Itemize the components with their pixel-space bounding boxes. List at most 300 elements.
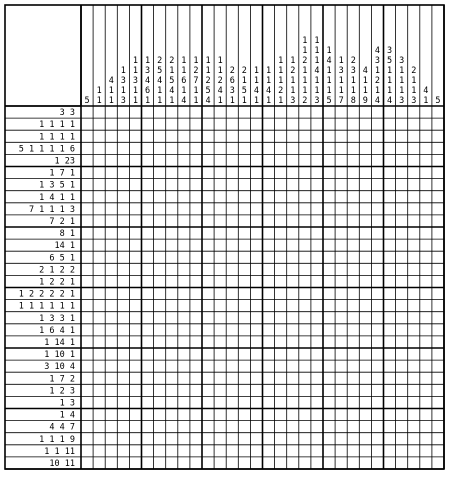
grid-cell[interactable] <box>166 251 178 263</box>
grid-cell[interactable] <box>250 421 262 433</box>
grid-cell[interactable] <box>384 179 396 191</box>
grid-cell[interactable] <box>275 360 287 372</box>
grid-cell[interactable] <box>299 167 311 179</box>
grid-cell[interactable] <box>238 179 250 191</box>
grid-cell[interactable] <box>263 288 275 300</box>
grid-cell[interactable] <box>238 312 250 324</box>
grid-cell[interactable] <box>275 300 287 312</box>
grid-cell[interactable] <box>129 300 141 312</box>
grid-cell[interactable] <box>323 239 335 251</box>
grid-cell[interactable] <box>238 215 250 227</box>
grid-cell[interactable] <box>178 263 190 275</box>
grid-cell[interactable] <box>420 324 432 336</box>
grid-cell[interactable] <box>299 421 311 433</box>
grid-cell[interactable] <box>154 372 166 384</box>
grid-cell[interactable] <box>226 275 238 287</box>
grid-cell[interactable] <box>117 300 129 312</box>
grid-cell[interactable] <box>347 433 359 445</box>
grid-cell[interactable] <box>190 421 202 433</box>
grid-cell[interactable] <box>166 324 178 336</box>
grid-cell[interactable] <box>311 263 323 275</box>
grid-cell[interactable] <box>420 167 432 179</box>
grid-cell[interactable] <box>396 445 408 457</box>
grid-cell[interactable] <box>347 154 359 166</box>
grid-cell[interactable] <box>166 336 178 348</box>
grid-cell[interactable] <box>250 203 262 215</box>
grid-cell[interactable] <box>166 239 178 251</box>
grid-cell[interactable] <box>347 457 359 469</box>
grid-cell[interactable] <box>105 106 117 118</box>
grid-cell[interactable] <box>420 239 432 251</box>
grid-cell[interactable] <box>396 288 408 300</box>
grid-cell[interactable] <box>105 396 117 408</box>
grid-cell[interactable] <box>105 251 117 263</box>
grid-cell[interactable] <box>384 275 396 287</box>
grid-cell[interactable] <box>432 433 444 445</box>
grid-cell[interactable] <box>226 300 238 312</box>
grid-cell[interactable] <box>396 179 408 191</box>
grid-cell[interactable] <box>275 433 287 445</box>
grid-cell[interactable] <box>178 324 190 336</box>
grid-cell[interactable] <box>93 445 105 457</box>
grid-cell[interactable] <box>142 191 154 203</box>
grid-cell[interactable] <box>178 215 190 227</box>
grid-cell[interactable] <box>396 154 408 166</box>
grid-cell[interactable] <box>432 118 444 130</box>
grid-cell[interactable] <box>129 409 141 421</box>
grid-cell[interactable] <box>287 251 299 263</box>
grid-cell[interactable] <box>154 191 166 203</box>
grid-cell[interactable] <box>287 179 299 191</box>
grid-cell[interactable] <box>178 384 190 396</box>
grid-cell[interactable] <box>299 445 311 457</box>
grid-cell[interactable] <box>226 130 238 142</box>
grid-cell[interactable] <box>129 275 141 287</box>
grid-cell[interactable] <box>214 275 226 287</box>
grid-cell[interactable] <box>335 445 347 457</box>
grid-cell[interactable] <box>154 142 166 154</box>
grid-cell[interactable] <box>214 372 226 384</box>
grid-cell[interactable] <box>359 288 371 300</box>
grid-cell[interactable] <box>420 179 432 191</box>
grid-cell[interactable] <box>117 396 129 408</box>
grid-cell[interactable] <box>359 239 371 251</box>
grid-cell[interactable] <box>214 421 226 433</box>
grid-cell[interactable] <box>335 421 347 433</box>
grid-cell[interactable] <box>154 239 166 251</box>
grid-cell[interactable] <box>335 348 347 360</box>
grid-cell[interactable] <box>408 227 420 239</box>
grid-cell[interactable] <box>287 203 299 215</box>
grid-cell[interactable] <box>154 275 166 287</box>
grid-cell[interactable] <box>178 409 190 421</box>
grid-cell[interactable] <box>81 433 93 445</box>
grid-cell[interactable] <box>250 191 262 203</box>
grid-cell[interactable] <box>190 360 202 372</box>
grid-cell[interactable] <box>117 179 129 191</box>
grid-cell[interactable] <box>275 384 287 396</box>
grid-cell[interactable] <box>142 336 154 348</box>
grid-cell[interactable] <box>129 239 141 251</box>
grid-cell[interactable] <box>202 421 214 433</box>
grid-cell[interactable] <box>154 457 166 469</box>
grid-cell[interactable] <box>359 154 371 166</box>
grid-cell[interactable] <box>408 288 420 300</box>
grid-cell[interactable] <box>142 167 154 179</box>
grid-cell[interactable] <box>299 275 311 287</box>
grid-cell[interactable] <box>335 106 347 118</box>
grid-cell[interactable] <box>432 457 444 469</box>
grid-cell[interactable] <box>396 251 408 263</box>
grid-cell[interactable] <box>359 336 371 348</box>
grid-cell[interactable] <box>359 118 371 130</box>
grid-cell[interactable] <box>117 239 129 251</box>
grid-cell[interactable] <box>93 396 105 408</box>
grid-cell[interactable] <box>93 384 105 396</box>
grid-cell[interactable] <box>408 396 420 408</box>
grid-cell[interactable] <box>408 336 420 348</box>
grid-cell[interactable] <box>250 106 262 118</box>
grid-cell[interactable] <box>347 300 359 312</box>
grid-cell[interactable] <box>250 445 262 457</box>
grid-cell[interactable] <box>117 142 129 154</box>
grid-cell[interactable] <box>226 360 238 372</box>
grid-cell[interactable] <box>420 457 432 469</box>
grid-cell[interactable] <box>347 396 359 408</box>
grid-cell[interactable] <box>93 251 105 263</box>
grid-cell[interactable] <box>263 457 275 469</box>
grid-cell[interactable] <box>275 227 287 239</box>
grid-cell[interactable] <box>226 167 238 179</box>
grid-cell[interactable] <box>263 312 275 324</box>
grid-cell[interactable] <box>154 421 166 433</box>
grid-cell[interactable] <box>323 324 335 336</box>
grid-cell[interactable] <box>105 179 117 191</box>
grid-cell[interactable] <box>323 251 335 263</box>
grid-cell[interactable] <box>384 263 396 275</box>
grid-cell[interactable] <box>299 239 311 251</box>
grid-cell[interactable] <box>384 167 396 179</box>
grid-cell[interactable] <box>408 191 420 203</box>
grid-cell[interactable] <box>371 263 383 275</box>
grid-cell[interactable] <box>408 106 420 118</box>
grid-cell[interactable] <box>359 300 371 312</box>
grid-cell[interactable] <box>420 384 432 396</box>
grid-cell[interactable] <box>142 324 154 336</box>
grid-cell[interactable] <box>129 142 141 154</box>
grid-cell[interactable] <box>129 130 141 142</box>
grid-cell[interactable] <box>371 167 383 179</box>
grid-cell[interactable] <box>287 396 299 408</box>
grid-cell[interactable] <box>347 130 359 142</box>
grid-cell[interactable] <box>93 130 105 142</box>
grid-cell[interactable] <box>93 203 105 215</box>
grid-cell[interactable] <box>432 288 444 300</box>
grid-cell[interactable] <box>214 288 226 300</box>
grid-cell[interactable] <box>81 263 93 275</box>
grid-cell[interactable] <box>384 348 396 360</box>
grid-cell[interactable] <box>323 312 335 324</box>
grid-cell[interactable] <box>250 118 262 130</box>
grid-cell[interactable] <box>396 215 408 227</box>
grid-cell[interactable] <box>93 275 105 287</box>
grid-cell[interactable] <box>432 167 444 179</box>
grid-cell[interactable] <box>202 445 214 457</box>
grid-cell[interactable] <box>311 360 323 372</box>
grid-cell[interactable] <box>178 239 190 251</box>
grid-cell[interactable] <box>250 384 262 396</box>
grid-cell[interactable] <box>311 372 323 384</box>
grid-cell[interactable] <box>129 118 141 130</box>
grid-cell[interactable] <box>81 154 93 166</box>
grid-cell[interactable] <box>287 457 299 469</box>
grid-cell[interactable] <box>287 142 299 154</box>
grid-cell[interactable] <box>93 433 105 445</box>
grid-cell[interactable] <box>202 142 214 154</box>
grid-cell[interactable] <box>105 227 117 239</box>
grid-cell[interactable] <box>275 118 287 130</box>
grid-cell[interactable] <box>202 179 214 191</box>
grid-cell[interactable] <box>347 348 359 360</box>
grid-cell[interactable] <box>129 324 141 336</box>
grid-cell[interactable] <box>190 215 202 227</box>
grid-cell[interactable] <box>335 227 347 239</box>
grid-cell[interactable] <box>129 336 141 348</box>
grid-cell[interactable] <box>420 312 432 324</box>
grid-cell[interactable] <box>359 167 371 179</box>
grid-cell[interactable] <box>311 215 323 227</box>
grid-cell[interactable] <box>408 215 420 227</box>
grid-cell[interactable] <box>154 215 166 227</box>
grid-cell[interactable] <box>190 106 202 118</box>
grid-cell[interactable] <box>81 445 93 457</box>
grid-cell[interactable] <box>129 154 141 166</box>
grid-cell[interactable] <box>371 433 383 445</box>
grid-cell[interactable] <box>190 445 202 457</box>
grid-cell[interactable] <box>396 118 408 130</box>
grid-cell[interactable] <box>432 372 444 384</box>
grid-cell[interactable] <box>142 275 154 287</box>
grid-cell[interactable] <box>432 239 444 251</box>
grid-cell[interactable] <box>166 409 178 421</box>
grid-cell[interactable] <box>311 409 323 421</box>
grid-cell[interactable] <box>81 275 93 287</box>
grid-cell[interactable] <box>238 384 250 396</box>
grid-cell[interactable] <box>142 215 154 227</box>
grid-cell[interactable] <box>396 336 408 348</box>
grid-cell[interactable] <box>323 433 335 445</box>
grid-cell[interactable] <box>299 118 311 130</box>
grid-cell[interactable] <box>408 348 420 360</box>
grid-cell[interactable] <box>420 360 432 372</box>
grid-cell[interactable] <box>359 251 371 263</box>
grid-cell[interactable] <box>117 154 129 166</box>
grid-cell[interactable] <box>335 300 347 312</box>
grid-cell[interactable] <box>166 360 178 372</box>
grid-cell[interactable] <box>93 336 105 348</box>
grid-cell[interactable] <box>323 384 335 396</box>
grid-cell[interactable] <box>299 142 311 154</box>
grid-cell[interactable] <box>371 142 383 154</box>
grid-cell[interactable] <box>396 421 408 433</box>
grid-cell[interactable] <box>190 433 202 445</box>
grid-cell[interactable] <box>263 215 275 227</box>
grid-cell[interactable] <box>190 336 202 348</box>
grid-cell[interactable] <box>347 203 359 215</box>
grid-cell[interactable] <box>275 106 287 118</box>
grid-cell[interactable] <box>311 191 323 203</box>
grid-cell[interactable] <box>335 251 347 263</box>
grid-cell[interactable] <box>311 227 323 239</box>
grid-cell[interactable] <box>311 118 323 130</box>
grid-cell[interactable] <box>432 263 444 275</box>
grid-cell[interactable] <box>190 457 202 469</box>
grid-cell[interactable] <box>226 215 238 227</box>
grid-cell[interactable] <box>396 433 408 445</box>
grid-cell[interactable] <box>178 191 190 203</box>
grid-cell[interactable] <box>105 118 117 130</box>
grid-cell[interactable] <box>335 179 347 191</box>
grid-cell[interactable] <box>359 372 371 384</box>
grid-cell[interactable] <box>202 324 214 336</box>
grid-cell[interactable] <box>93 167 105 179</box>
grid-cell[interactable] <box>311 336 323 348</box>
grid-cell[interactable] <box>202 106 214 118</box>
grid-cell[interactable] <box>432 215 444 227</box>
grid-cell[interactable] <box>299 106 311 118</box>
grid-cell[interactable] <box>384 457 396 469</box>
grid-cell[interactable] <box>335 288 347 300</box>
grid-cell[interactable] <box>384 142 396 154</box>
grid-cell[interactable] <box>408 300 420 312</box>
grid-cell[interactable] <box>263 336 275 348</box>
grid-cell[interactable] <box>129 191 141 203</box>
grid-cell[interactable] <box>396 191 408 203</box>
grid-cell[interactable] <box>396 239 408 251</box>
grid-cell[interactable] <box>166 445 178 457</box>
grid-cell[interactable] <box>214 336 226 348</box>
grid-cell[interactable] <box>263 372 275 384</box>
grid-cell[interactable] <box>371 191 383 203</box>
grid-cell[interactable] <box>81 312 93 324</box>
grid-cell[interactable] <box>214 179 226 191</box>
grid-cell[interactable] <box>335 275 347 287</box>
grid-cell[interactable] <box>275 396 287 408</box>
grid-cell[interactable] <box>81 179 93 191</box>
grid-cell[interactable] <box>371 348 383 360</box>
grid-cell[interactable] <box>275 336 287 348</box>
grid-cell[interactable] <box>323 372 335 384</box>
grid-cell[interactable] <box>226 433 238 445</box>
grid-cell[interactable] <box>275 154 287 166</box>
grid-cell[interactable] <box>396 142 408 154</box>
grid-cell[interactable] <box>311 142 323 154</box>
grid-cell[interactable] <box>166 263 178 275</box>
grid-cell[interactable] <box>347 142 359 154</box>
grid-cell[interactable] <box>142 288 154 300</box>
grid-cell[interactable] <box>226 118 238 130</box>
grid-cell[interactable] <box>250 300 262 312</box>
grid-cell[interactable] <box>263 348 275 360</box>
grid-cell[interactable] <box>250 457 262 469</box>
grid-cell[interactable] <box>190 288 202 300</box>
grid-cell[interactable] <box>311 179 323 191</box>
grid-cell[interactable] <box>250 167 262 179</box>
grid-cell[interactable] <box>359 421 371 433</box>
grid-cell[interactable] <box>311 421 323 433</box>
grid-cell[interactable] <box>142 142 154 154</box>
grid-cell[interactable] <box>408 457 420 469</box>
grid-cell[interactable] <box>287 118 299 130</box>
grid-cell[interactable] <box>432 275 444 287</box>
grid-cell[interactable] <box>359 348 371 360</box>
grid-cell[interactable] <box>142 203 154 215</box>
grid-cell[interactable] <box>214 118 226 130</box>
grid-cell[interactable] <box>81 251 93 263</box>
grid-cell[interactable] <box>105 360 117 372</box>
grid-cell[interactable] <box>371 324 383 336</box>
grid-cell[interactable] <box>275 191 287 203</box>
grid-cell[interactable] <box>432 312 444 324</box>
grid-cell[interactable] <box>371 203 383 215</box>
grid-cell[interactable] <box>129 203 141 215</box>
grid-cell[interactable] <box>420 421 432 433</box>
grid-cell[interactable] <box>359 433 371 445</box>
grid-cell[interactable] <box>214 142 226 154</box>
grid-cell[interactable] <box>178 300 190 312</box>
grid-cell[interactable] <box>238 409 250 421</box>
grid-cell[interactable] <box>311 348 323 360</box>
grid-cell[interactable] <box>347 312 359 324</box>
grid-cell[interactable] <box>432 396 444 408</box>
grid-cell[interactable] <box>105 154 117 166</box>
grid-cell[interactable] <box>408 324 420 336</box>
grid-cell[interactable] <box>117 324 129 336</box>
grid-cell[interactable] <box>323 142 335 154</box>
grid-cell[interactable] <box>154 336 166 348</box>
grid-cell[interactable] <box>347 324 359 336</box>
grid-cell[interactable] <box>105 215 117 227</box>
grid-cell[interactable] <box>93 312 105 324</box>
grid-cell[interactable] <box>190 324 202 336</box>
grid-cell[interactable] <box>226 179 238 191</box>
grid-cell[interactable] <box>408 433 420 445</box>
grid-cell[interactable] <box>117 312 129 324</box>
grid-cell[interactable] <box>420 203 432 215</box>
grid-cell[interactable] <box>250 288 262 300</box>
grid-cell[interactable] <box>275 275 287 287</box>
grid-cell[interactable] <box>154 288 166 300</box>
grid-cell[interactable] <box>129 348 141 360</box>
grid-cell[interactable] <box>359 130 371 142</box>
grid-cell[interactable] <box>226 142 238 154</box>
grid-cell[interactable] <box>190 227 202 239</box>
grid-cell[interactable] <box>347 251 359 263</box>
grid-cell[interactable] <box>263 263 275 275</box>
grid-cell[interactable] <box>359 191 371 203</box>
grid-cell[interactable] <box>105 324 117 336</box>
grid-cell[interactable] <box>238 348 250 360</box>
grid-cell[interactable] <box>166 130 178 142</box>
grid-cell[interactable] <box>396 312 408 324</box>
grid-cell[interactable] <box>190 167 202 179</box>
grid-cell[interactable] <box>129 396 141 408</box>
grid-cell[interactable] <box>335 167 347 179</box>
grid-cell[interactable] <box>154 130 166 142</box>
grid-cell[interactable] <box>142 360 154 372</box>
grid-cell[interactable] <box>93 106 105 118</box>
grid-cell[interactable] <box>311 239 323 251</box>
